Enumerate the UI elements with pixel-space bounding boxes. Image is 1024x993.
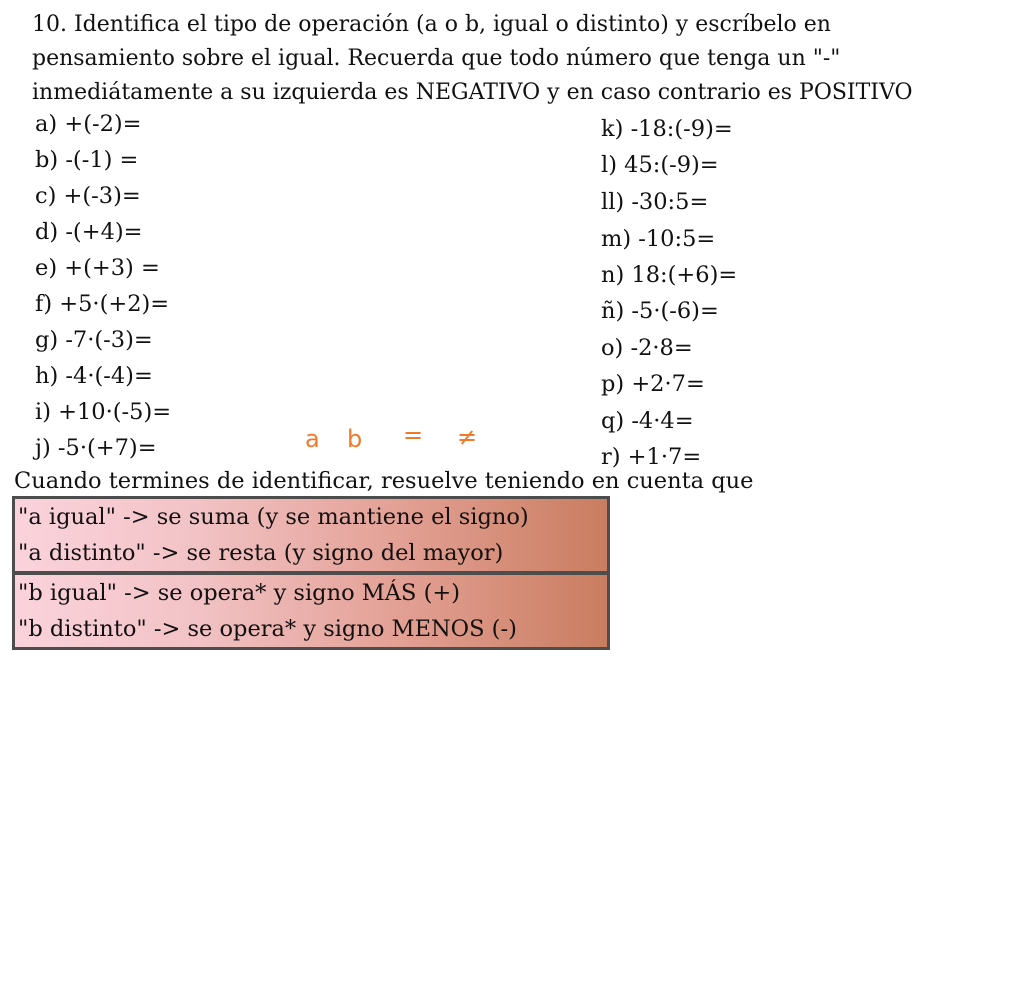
rules-box-a	[12, 496, 610, 574]
handwritten-not-equal-sign: ≠	[457, 423, 478, 451]
exercise-item: m) -10:5=	[601, 226, 716, 252]
exercise-item: i) +10·(-5)=	[35, 399, 172, 425]
exercise-item: l) 45:(-9)=	[601, 152, 719, 178]
exercise-item: p) +2·7=	[601, 371, 705, 397]
exercise-item: c) +(-3)=	[35, 183, 141, 209]
rule-b-distinto: "b distinto" -> se opera* y signo MENOS (-)	[18, 616, 517, 642]
rule-a-distinto: "a distinto" -> se resta (y signo del mayor)	[18, 540, 504, 566]
exercise-item: d) -(+4)=	[35, 219, 143, 245]
exercise-item: o) -2·8=	[601, 335, 693, 361]
handwritten-b: b	[347, 425, 363, 453]
exercise-item: e) +(+3) =	[35, 255, 160, 281]
resolve-instruction: Cuando termines de identificar, resuelve teniendo en cuenta que	[14, 468, 754, 494]
exercise-item: f) +5·(+2)=	[35, 291, 170, 317]
rules-box-b	[12, 572, 610, 650]
instruction-line-3: inmediátamente a su izquierda es NEGATIVO y en caso contrario es POSITIVO	[32, 80, 913, 105]
handwritten-equal-sign: =	[403, 421, 424, 449]
exercise-item: ll) -30:5=	[601, 189, 709, 215]
exercise-item: ñ) -5·(-6)=	[601, 298, 719, 324]
exercise-item: b) -(-1) =	[35, 147, 139, 173]
exercise-item: q) -4·4=	[601, 408, 694, 434]
exercise-item: n) 18:(+6)=	[601, 262, 738, 288]
exercise-item: r) +1·7=	[601, 444, 702, 470]
instruction-line-1: 10. Identifica el tipo de operación (a o b, igual o distinto) y escríbelo en	[32, 12, 831, 37]
exercise-item: h) -4·(-4)=	[35, 363, 153, 389]
exercise-item: j) -5·(+7)=	[35, 435, 157, 461]
rule-b-igual: "b igual" -> se opera* y signo MÁS (+)	[18, 580, 461, 606]
handwritten-a: a	[305, 425, 320, 453]
exercise-item: a) +(-2)=	[35, 111, 142, 137]
exercise-item: g) -7·(-3)=	[35, 327, 153, 353]
exercise-item: k) -18:(-9)=	[601, 116, 733, 142]
rule-a-igual: "a igual" -> se suma (y se mantiene el signo)	[18, 504, 529, 530]
instruction-line-2: pensamiento sobre el igual. Recuerda que todo número que tenga un "-"	[32, 46, 841, 71]
